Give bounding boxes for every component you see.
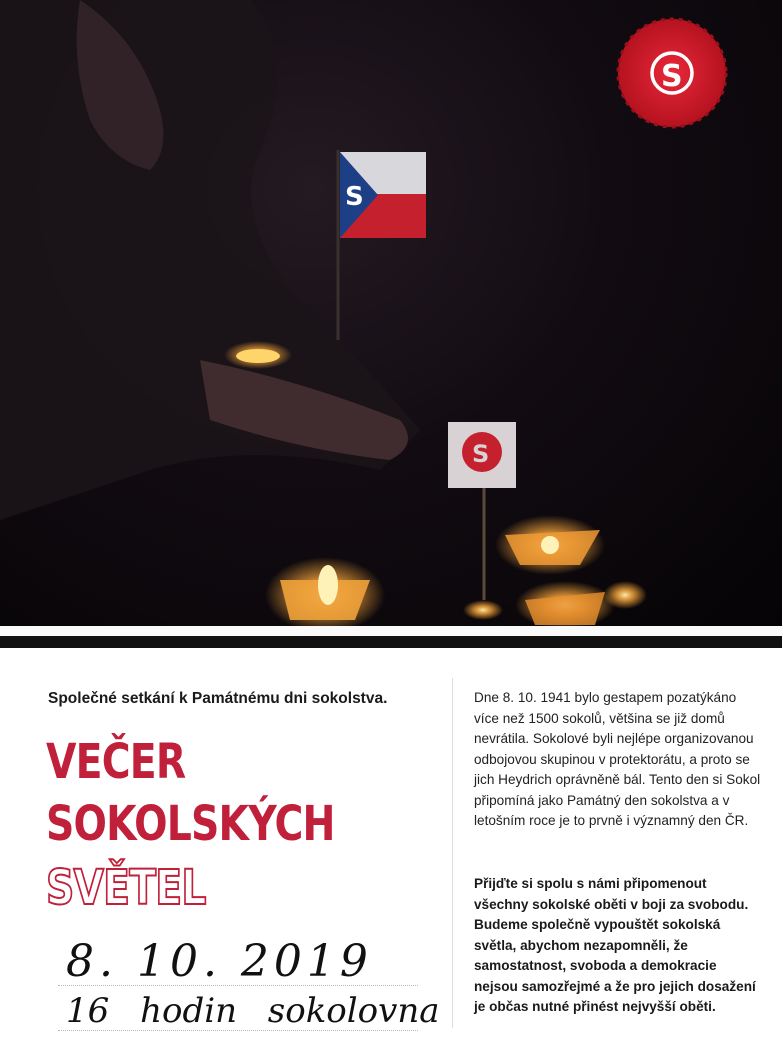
column-divider xyxy=(452,678,453,1028)
title-line-1: VEČER xyxy=(46,734,186,790)
handwritten-time-place: 16 hodin sokolovna xyxy=(66,991,440,1031)
paragraph-invitation: Přijďte si spolu s námi připomenout všechny sokolské oběti v boji za svobodu. Budeme společně vypouštět sokolská světla, abychom nezapomněli, že samostatnost, svoboda a demokracie nejsou samozřejmé a že pro jejich dosažení je občas nutné přinést nejvyšší oběti. xyxy=(474,876,756,1014)
czech-flag-icon xyxy=(340,152,426,238)
dotted-line-2 xyxy=(58,1030,418,1031)
small-sokol-flag-icon xyxy=(448,422,516,488)
sokol-rosette-emblem-icon xyxy=(618,19,726,127)
svg-text:S: S xyxy=(345,182,364,212)
svg-text:S: S xyxy=(472,440,490,468)
title-line-3: SVĚTEL xyxy=(46,860,206,916)
title-line-2: SOKOLSKÝCH xyxy=(46,796,335,852)
handwritten-date: 8. 10. 2019 xyxy=(66,936,373,987)
paragraph-history: Dne 8. 10. 1941 bylo gestapem pozatýkáno více než 1500 sokolů, většina se již domů nevrátila. Sokolové byli nejlépe organizovanou odbojovou skupinou v protektorátu, a proto se jich Heydrich oprávněně bál. Tento den si Sokol připomíná jako Památný den sokolstva a v letošním roce je to prvně i významný den ČR. xyxy=(474,690,761,828)
divider-black xyxy=(0,636,782,648)
svg-text:S: S xyxy=(661,59,683,94)
subtitle: Společné setkání k Památnému dni sokolstva. xyxy=(48,690,388,707)
divider-white xyxy=(0,626,782,636)
dotted-line-1 xyxy=(58,985,418,986)
